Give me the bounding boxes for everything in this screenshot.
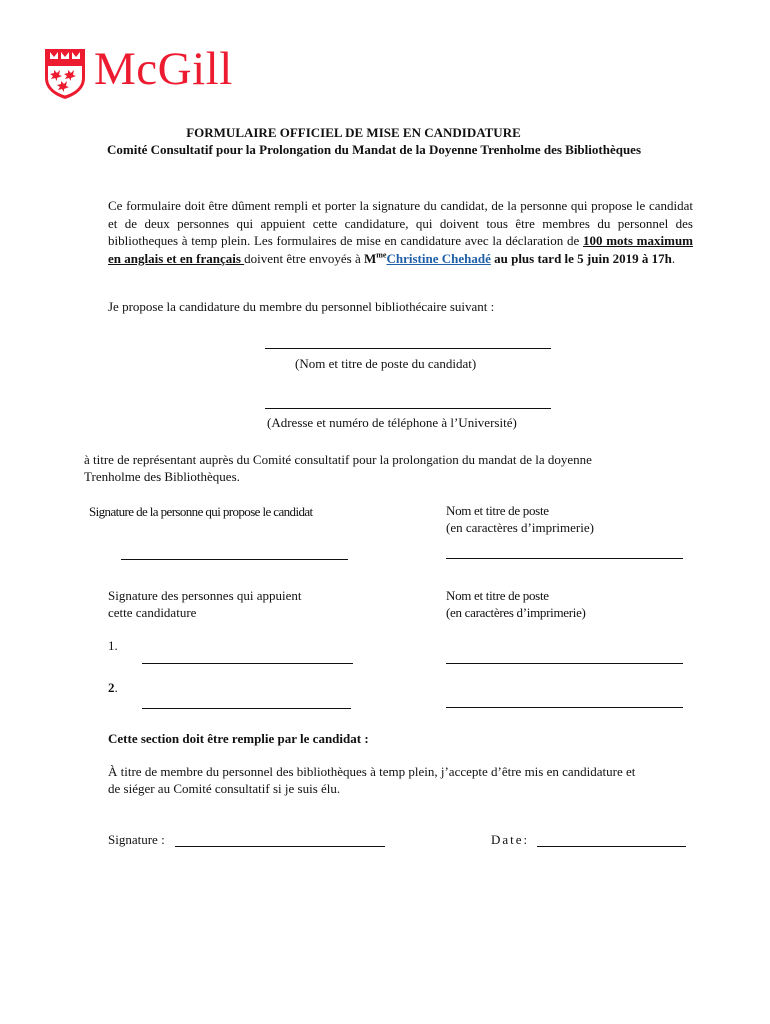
mcgill-shield-icon [44,48,86,100]
candidate-date-line[interactable] [537,846,686,847]
representative-line-2: Trenholme des Bibliothèques. [84,469,240,484]
supporter-2-signature-line[interactable] [142,708,351,709]
supporter-1-number: 1. [108,638,118,653]
supporters-signature-label: Signature des personnes qui appuient [108,588,302,603]
mcgill-logo [44,43,274,102]
proposer-name-label: Nom et titre de poste [446,503,549,518]
form-title: FORMULAIRE OFFICIEL DE MISE EN CANDIDATURE [186,125,521,140]
supporters-name-sublabel: (en caractères d’imprimerie) [446,605,586,620]
word-limit: 100 mots maximum en anglais et en français [108,233,694,266]
candidate-date-label: Date: [491,832,530,847]
intro-text: Ce formulaire doit être dûment rempli et porter la signature du candidat, de la personne qui propose le candidat et de deux personnes qui appuient cette candidature, qui doivent tous être membres du personnel des bibliotheques à temp plein. Les formulaires de mise en candidature avec la déclaration de [108,198,693,248]
candidate-signature-label: Signature : [108,832,165,847]
proposer-signature-label: Signature de la personne qui propose le candidat [89,504,313,519]
supporters-name-label: Nom et titre de poste [446,588,549,603]
supporter-2-number: 2. [108,680,118,695]
propose-statement: Je propose la candidature du membre du personnel bibliothécaire suivant : [108,299,495,314]
candidate-address-line[interactable] [265,408,551,409]
intro-paragraph: Ce formulaire doit être dûment rempli et porter la signature du candidat, de la personne qui propose le candidat et de deux personnes qui appuient cette candidature, qui doivent tous être membres du personnel des bibliotheques à temp plein. Les formulaires de mise en candidature avec la déclaration de 100 mots maximum en anglais et en français doivent être envoyés à $M^{me}Christine$ Chehadé au plus tard le 5 juin 2019 à 17h. [108,198,694,266]
candidate-name-caption: (Nom et titre de poste du candidat) [295,356,477,371]
representative-line-1: à titre de représentant auprès du Comité consultatif pour la prolongation du mandat de la doyenne [84,452,592,467]
mcgill-wordmark: McGill [94,43,233,95]
supporter-1-name-line[interactable] [446,663,683,664]
candidate-signature-line[interactable] [175,846,385,847]
proposer-signature-line[interactable] [121,559,348,560]
candidate-section-heading: Cette section doit être remplie par le candidat : [108,731,369,746]
candidate-acceptance-line-1: À titre de membre du personnel des bibliothèques à temp plein, j’accepte d’être mis en candidature et [108,764,636,779]
contact-link[interactable]: Christine Chehadé [386,250,491,266]
supporter-2-name-line[interactable] [446,707,683,708]
mme-prefix: $M^{me}$ [363,250,387,266]
deadline: au plus tard le 5 juin 2019 à 17h [490,250,672,266]
candidate-name-line[interactable] [265,348,551,349]
candidate-acceptance-line-2: de siéger au Comité consultatif si je suis élu. [108,781,341,796]
intro-send-text: doivent être envoyés à [244,250,364,266]
proposer-name-sublabel: (en caractères d’imprimerie) [446,520,594,535]
proposer-name-line[interactable] [446,558,683,559]
candidate-address-caption: (Adresse et numéro de téléphone à l’Université) [267,415,517,430]
form-subtitle: Comité Consultatif pour la Prolongation du Mandat de la Doyenne Trenholme des Bibliothèques [106,142,642,157]
supporter-1-signature-line[interactable] [142,663,353,664]
supporters-signature-sublabel: cette candidature [108,605,197,620]
